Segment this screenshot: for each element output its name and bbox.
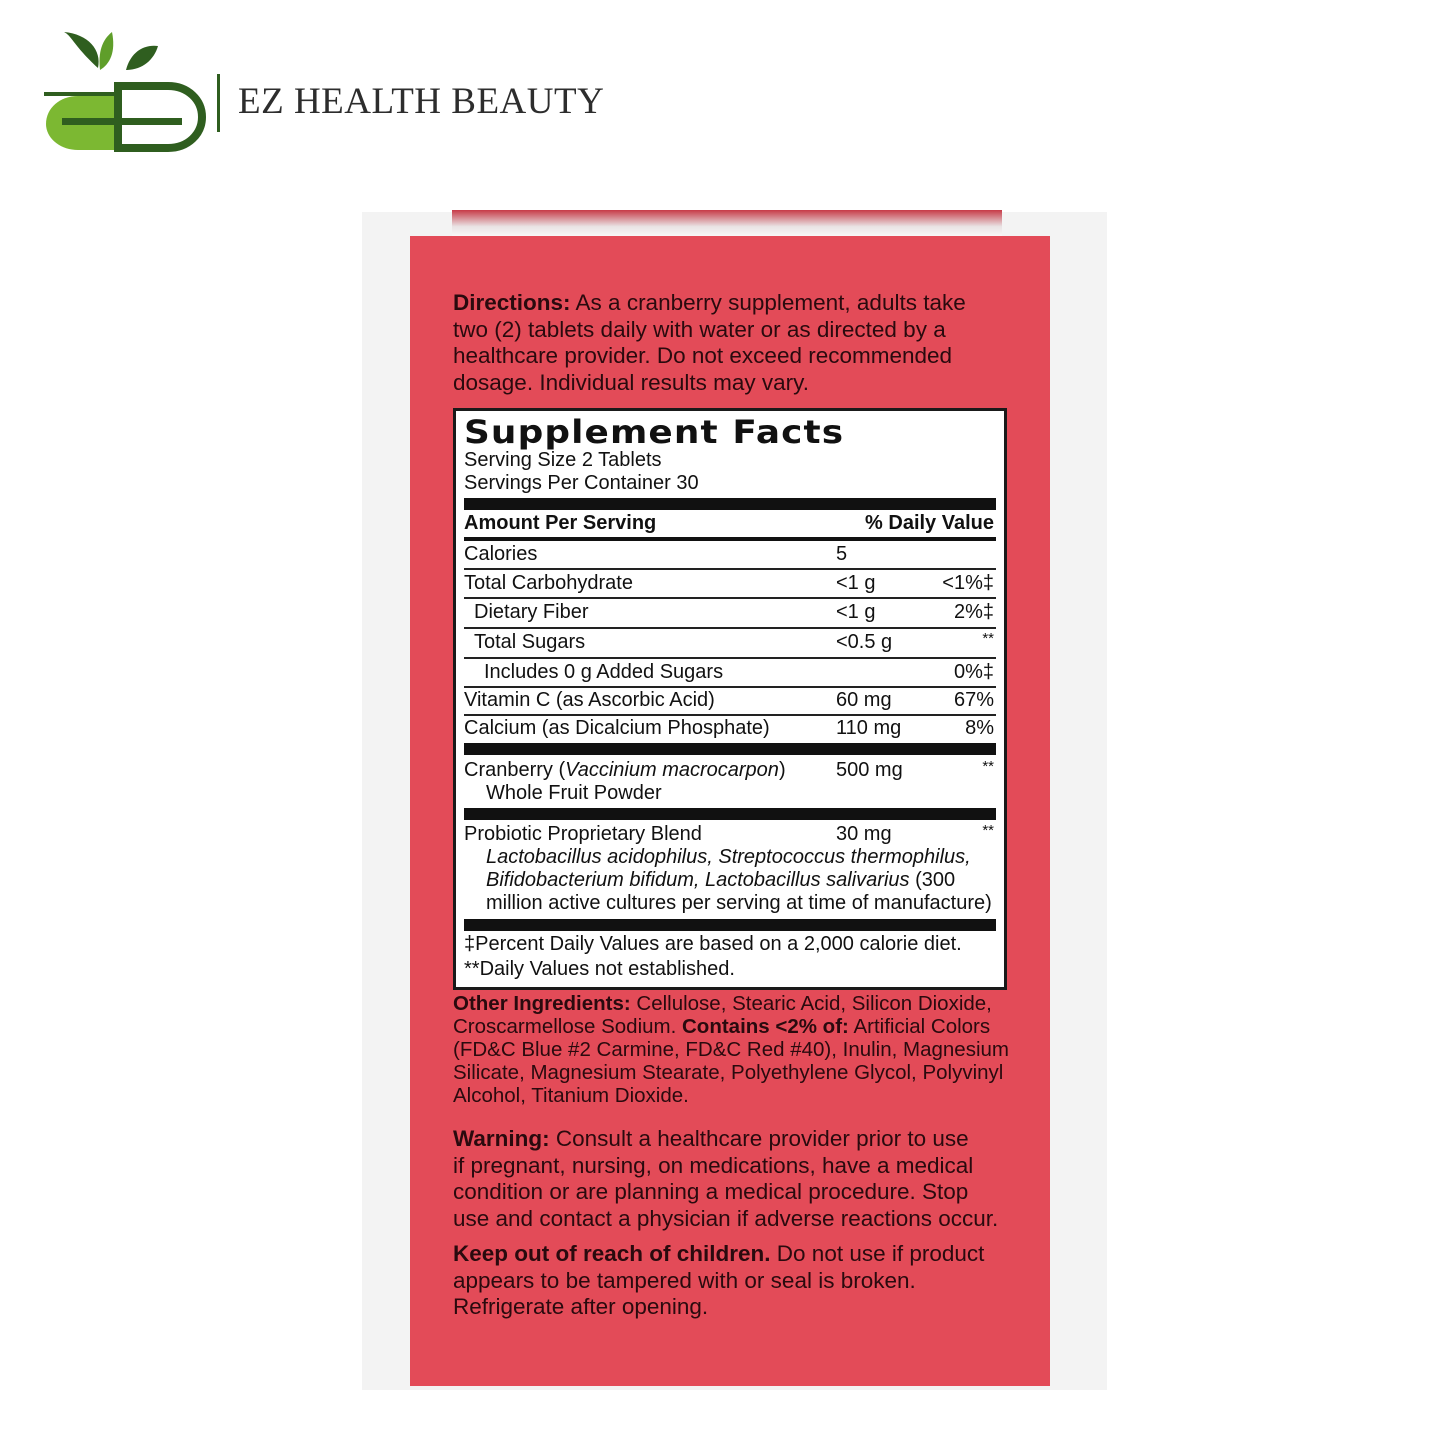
row-name: Dietary Fiber (474, 601, 589, 623)
thick-rule (464, 498, 996, 510)
cranberry-name: Cranberry (Vaccinium macrocarpon) (464, 759, 786, 781)
cranberry-line2: Whole Fruit Powder (486, 782, 662, 804)
probiotic-amount: 30 mg (836, 823, 892, 845)
thick-rule (464, 743, 996, 755)
row-name: Total Carbohydrate (464, 572, 633, 594)
probiotic-name: Probiotic Proprietary Blend (464, 823, 702, 845)
brand-logo-icon (38, 28, 208, 152)
row-amount: 5 (836, 543, 848, 565)
row-dv: 67% (953, 689, 994, 711)
row-dv: 0%‡ (953, 661, 994, 683)
row-dv: 2%‡ (953, 601, 994, 623)
probiotic-dv: ** (982, 822, 994, 839)
row-name: Calcium (as Dicalcium Phosphate) (464, 717, 770, 739)
row-divider (464, 627, 996, 629)
amount-header: Amount Per Serving (464, 512, 657, 534)
supplement-facts-table (453, 408, 1007, 990)
warning-label: Warning: (453, 1126, 550, 1151)
cranberry-amount: 500 mg (836, 759, 903, 781)
product-side-panel (410, 236, 1050, 1386)
directions-text: Directions: As a cranberry supplement, adults take two (2) tablets daily with water or as directed by a healthcare provider. Do not exceed recommended dosage. Individual results may vary. (453, 290, 966, 395)
keep-out-label: Keep out of reach of children. (453, 1241, 771, 1266)
facts-title: Supplement Facts (464, 413, 845, 451)
thick-rule (464, 808, 996, 820)
row-divider (464, 686, 996, 688)
cranberry-dv: ** (982, 758, 994, 775)
row-divider (464, 714, 996, 716)
footnote-not-established: **Daily Values not established. (464, 958, 735, 980)
brand-name: EZ HEALTH BEAUTY (238, 81, 605, 122)
row-dv: 8% (965, 717, 994, 739)
row-divider (464, 568, 996, 570)
row-amount: <0.5 g (836, 631, 893, 653)
row-dv: <1%‡ (942, 572, 994, 594)
row-name: Includes 0 g Added Sugars (484, 661, 724, 683)
row-divider (464, 657, 996, 659)
thick-rule (464, 919, 996, 931)
dv-header: % Daily Value (865, 512, 994, 534)
brand-divider (217, 74, 220, 132)
row-amount: 60 mg (836, 689, 892, 711)
serving-size: Serving Size 2 Tablets (464, 449, 662, 471)
row-amount: <1 g (836, 572, 876, 594)
probiotic-strains-3: million active cultures per serving at time of manufacture) (486, 892, 992, 914)
directions-label: Directions: (453, 290, 571, 315)
keep-out-text: Keep out of reach of children. Do not use if product appears to be tampered with or seal is broken. Refrigerate after opening. (453, 1241, 985, 1319)
probiotic-strains-1: Lactobacillus acidophilus, Streptococcus thermophilus, (486, 846, 971, 868)
servings-per-container: Servings Per Container 30 (464, 472, 699, 494)
row-amount: <1 g (836, 601, 876, 623)
row-amount: 110 mg (836, 717, 902, 739)
row-name: Vitamin C (as Ascorbic Acid) (464, 689, 715, 711)
footnote-dv: ‡Percent Daily Values are based on a 2,000 calorie diet. (464, 933, 962, 955)
other-ingredients-text: Other Ingredients: Cellulose, Stearic Acid, Silicon Dioxide, Croscarmellose Sodium. Contains <2% of: Artificial Colors (FD&C Blue #2 Carmine, FD&C Red #40), Inulin, Magnesium Silicate, Magnesium Stearate, Polyethylene Glycol, Polyvinyl Alcohol, Titanium Dioxide. (453, 992, 1009, 1107)
header-rule (464, 537, 996, 541)
row-name: Calories (464, 543, 538, 565)
row-divider (464, 597, 996, 599)
row-dv: ** (982, 630, 994, 647)
probiotic-strains-2: Bifidobacterium bifidum, Lactobacillus salivarius (300 (486, 869, 956, 891)
warning-text: Warning: Consult a healthcare provider prior to use if pregnant, nursing, on medications, have a medical condition or are planning a medical procedure. Stop use and contact a physician if adverse reactions occur. (453, 1126, 999, 1231)
row-name: Total Sugars (474, 631, 586, 653)
